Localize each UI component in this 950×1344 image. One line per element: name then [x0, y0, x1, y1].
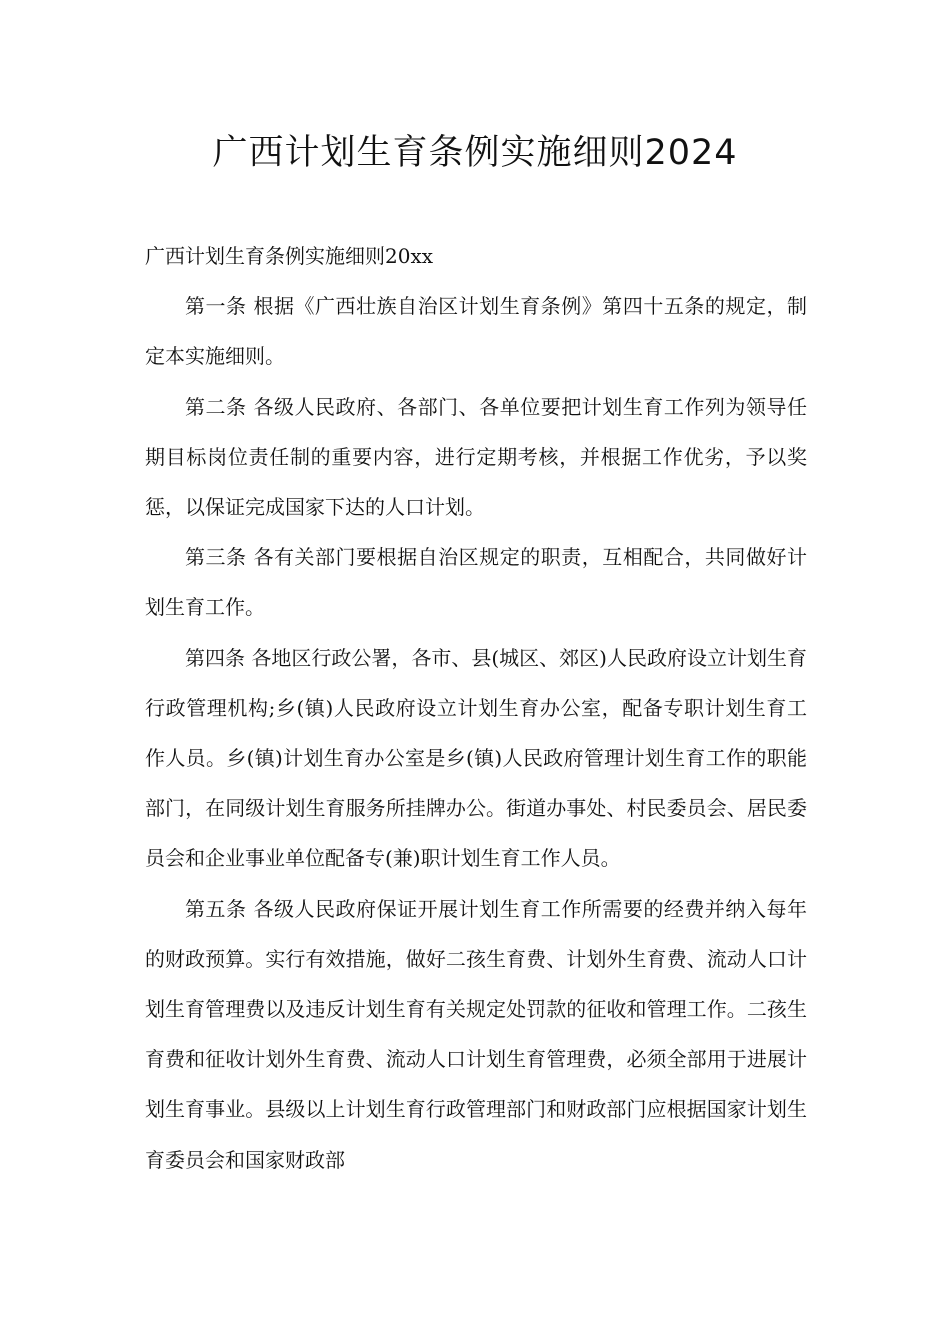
article-2: 第二条 各级人民政府、各部门、各单位要把计划生育工作列为领导任期目标岗位责任制的重要内容，进行定期考核，并根据工作优劣，予以奖惩，以保证完成国家下达的人口计划。 — [145, 394, 807, 520]
article-4: 第四条 各地区行政公署，各市、县(城区、郊区)人民政府设立计划生育行政管理机构;乡(镇)人民政府设立计划生育办公室，配备专职计划生育工作人员。乡(镇)计划生育办公室是乡(镇)人民政府管理计划生育工作的职能部门，在同级计划生育服务所挂牌办公。街道办事处、村民委员会、居民委员会和企业事业单位配备专(兼)职计划生育工作人员。 — [145, 645, 807, 871]
document-body — [145, 231, 807, 1185]
document-title: 广西计划生育条例实施细则2024 — [212, 133, 738, 173]
document-subtitle: 广西计划生育条例实施细则20xx — [145, 244, 434, 268]
article-3: 第三条 各有关部门要根据自治区规定的职责，互相配合，共同做好计划生育工作。 — [145, 545, 807, 620]
article-1: 第一条 根据《广西壮族自治区计划生育条例》第四十五条的规定，制定本实施细则。 — [145, 294, 807, 369]
article-5: 第五条 各级人民政府保证开展计划生育工作所需要的经费并纳入每年的财政预算。实行有效措施，做好二孩生育费、计划外生育费、流动人口计划生育管理费以及违反计划生育有关规定处罚款的征收和管理工作。二孩生育费和征收计划外生育费、流动人口计划生育管理费，必须全部用于进展计划生育事业。县级以上计划生育行政管理部门和财政部门应根据国家计划生育委员会和国家财政部 — [145, 896, 807, 1172]
